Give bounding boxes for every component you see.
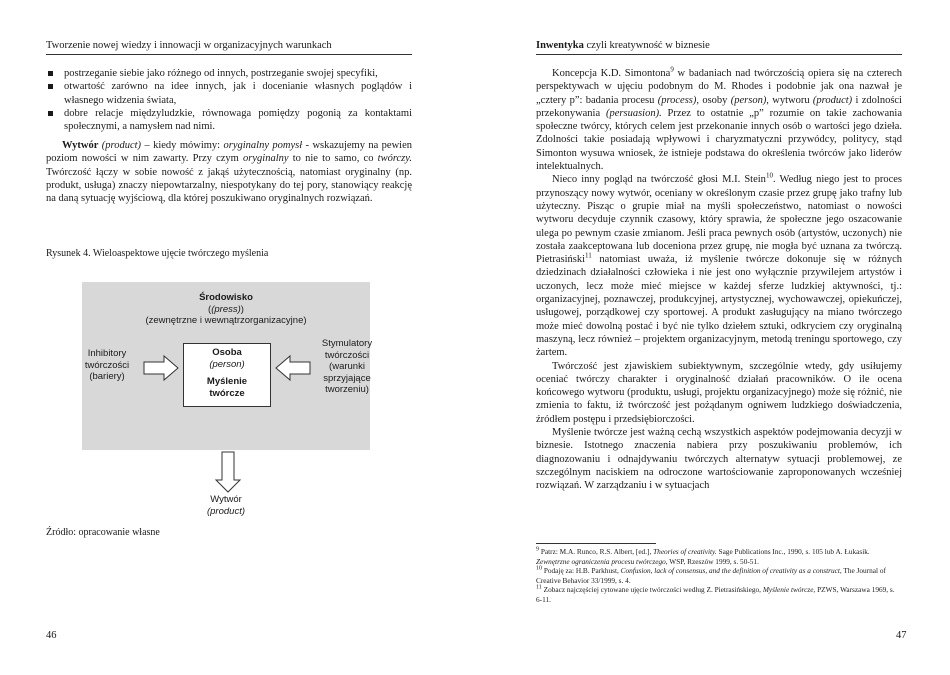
- footnote-10: $^{10}$ Podaję za: H.B. Parkhust, Confusion, lack of consensus, and the definition of creativity as a construct, The Journal of Creative Behavior 33/1999, s. 4.: [536, 565, 886, 585]
- bullet-list-block: [46, 67, 412, 133]
- down-arrow: [216, 452, 240, 492]
- page-number-right: 47: [896, 630, 907, 641]
- running-head-right: Inwentyka czyli kreatywność w biznesie: [536, 39, 902, 55]
- paragraph-stein: Nieco inny pogląd na twórczość głosi M.I. Stein$^{10}$. Według niego jest to proces przynoszący nowy wytwór, oceniany w określonym czasie przez grupę jako trafny lub użyteczny. Pisząc o grupie miał na myśli społeczeństwo, natomiast o nowości wytworu decyduje czynnik czasowy, który sprawia, że społeczne jego oszacowanie ulega po pewnym czasie zmianom. Jeśli praca pewnych osób (artystów, uczonych) nie została zaakceptowana lub doceniona przez grupę, nie mogła być uznana za twórczą. Pietrasiński$^{11}$ natomiast uważa, iż myślenie twórcze dokonuje się w różnych dziedzinach działalności człowieka i nie jest ono wyłącznie przywilejem artystów i uczonych, lecz może mieć miejsce w każdej sferze ludzkiej aktywności, tj.: organizacyjnej, poznawczej, produkcyjnej, artystycznej, wychowawczej, opiekuńczej, usługowej, porządkowej czy sportowej. A produkt zasługujący na miano twórczego może mieć dowolną postać i być nie tylko dziełem sztuki, odkryciem czy oryginalną maszyną, lecz również – projektem organizacyjnym, metodą treningu sportowego, czy żartem.: [536, 171, 902, 359]
- left-arrow: [144, 356, 178, 380]
- person-title: Osoba: [212, 347, 242, 358]
- paragraph-business: Myślenie twórcze jest ważną cechą wszystkich aspektów podejmowania decyzji w biznesie. Istotnego znaczenia nabiera przy poszukiwaniu problemów, ich diagnozowaniu i odnajdywaniu twórczych alternatyw sytuacji problemowej, ze szczególnym naciskiem na odroczone wartościowanie zaproponowanych wcześniej rozwiązań. W zarządzaniu i w sytuacjach: [536, 427, 902, 492]
- bullet-list: [46, 67, 412, 133]
- person-box: [183, 343, 271, 407]
- creative-thinking-2: twórcze: [209, 387, 245, 399]
- footnote-11: $^{11}$ Zobacz najczęściej cytowane ujęcie twórczości według Z. Pietrasińskiego, Myślenie twórcze, PZWS, Warszawa 1969, s. 6-11.: [536, 584, 895, 604]
- figure-diagram: [60, 272, 400, 522]
- list-item: postrzeganie siebie jako różnego od innych, postrzeganie swojej specyfiki,: [64, 67, 412, 80]
- right-page: [475, 0, 950, 675]
- list-item: otwartość zarówno na idee innych, jak i docenianie własnych poglądów i własnego widzenia świata,: [64, 81, 412, 106]
- environment-title: Środowisko: [199, 292, 253, 303]
- list-item: dobre relacje międzyludzkie, równowaga pomiędzy pogonią za kontaktami społecznymi, a namysłem nad nimi.: [64, 107, 412, 133]
- footnote-ref: 10: [765, 171, 773, 180]
- running-head-left: Tworzenie nowej wiedzy i innowacji w organizacyjnych warunkach: [46, 39, 412, 55]
- term-product: Wytwór: [62, 140, 99, 151]
- footnote-ref: 11: [585, 251, 592, 260]
- environment-en: ((press)): [208, 303, 244, 315]
- inhibitors-label: Inhibitory twórczości (bariery): [84, 348, 130, 382]
- footnote-ref: 9: [670, 65, 674, 74]
- figure-caption: Rysunek 4. Wieloaspektowe ujęcie twórczego myślenia: [46, 248, 269, 259]
- right-arrow: [276, 356, 310, 380]
- product-paragraph: Wytwór (product) – kiedy mówimy: oryginalny pomysł - wskazujemy na pewien poziom nowości w nim zawarty. Przy czym oryginalny to nie to samo, co twórczy. Twórczość łączy w sobie nowość z jakąś użytecznością, natomiast oryginalny (np. produkt, usługa) znaczy niepowtarzalny, niespotykany do tej pory, stanowiący reakcję na daną sytuację wyjściową, dla której poszukiwano oryginalnych rozwiązań.: [46, 140, 412, 205]
- footnote-9: $^9$ Patrz: M.A. Runco, R.S. Albert, [ed.], Theories of creativity. Sage Publications Inc., 1990, s. 105 lub A. Łukasik. Zewnętrzne ograniczenia procesu twórczego, WSP, Rzeszów 1999, s. 50-51.: [536, 546, 870, 566]
- creative-thinking-1: Myślenie: [206, 376, 248, 387]
- environment-sub: (zewnętrzne i wewnątrzorganizacyjne): [145, 315, 307, 326]
- product-label: Wytwór (product): [206, 494, 245, 517]
- person-en: (person): [209, 358, 245, 370]
- product-paragraph-block: [46, 139, 412, 205]
- environment-label: [82, 292, 370, 327]
- page-number-left: 46: [46, 630, 57, 641]
- figure-source: Źródło: opracowanie własne: [46, 527, 160, 538]
- footnotes: [536, 547, 902, 605]
- paragraph-simonton: Koncepcja K.D. Simontona$^9$ w badaniach nad twórczością opiera się na czterech perspektywach w ujęciu podobnym do M. Rhodes i podobnie jak ona nazwał je „cztery p”: badania procesu (process), osoby (person), wytworu (product) i zdolności przekonywania (persuasion). Przez to ostatnie „p” rozumie on takie zachowania społeczne twórcy, których celem jest przekonanie innych osób o wartości jego dzieła. Zdolności takie posiadają wpływowi i charyzmatyczni przywódcy, politycy, stąd Simonton wysuwa wniosek, że istnieje podstawa do określenia twórców jako liderów intelektualnych.: [536, 65, 903, 173]
- body-text-right: [536, 67, 902, 493]
- paragraph-subjective: Twórczość jest zjawiskiem subiektywnym, szczególnie wtedy, gdy usiłujemy oceniać twórczy charakter i oryginalność działań pracowników. O ile ocena końcowego wytworu (produktu, usługi, projektu organizacyjnego) może się różnić, nie zmienia to faktu, iż twórczość jest pożądanym ogniwem ludzkiego doświadczenia, źródłem postępu i przedsiębiorczości.: [536, 360, 902, 425]
- stimulators-label: Stymulatory twórczości (warunki sprzyjające tworzeniu): [321, 338, 373, 395]
- footnote-divider: [536, 543, 656, 544]
